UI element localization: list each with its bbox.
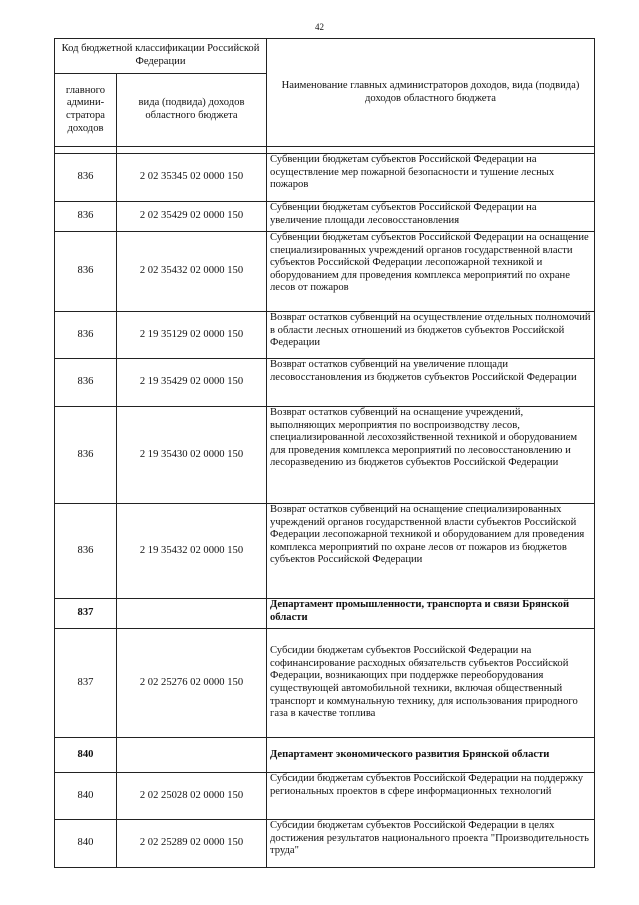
- income-name-cell: Субсидии бюджетам субъектов Российской Федерации в целях достижения результатов национального проекта "Производительность труда": [267, 820, 595, 868]
- header-col-admin: главного админи- стратора доходов: [55, 74, 117, 147]
- income-code-cell: 2 19 35430 02 0000 150: [117, 407, 267, 504]
- table-row: [55, 312, 595, 359]
- table-row: [55, 773, 595, 820]
- income-name-cell: Субсидии бюджетам субъектов Российской Федерации на софинансирование расходных обязательств субъектов Российской Федерации, возникающих при поддержке переоборудования существующей автомобильной техники, включая общественный транспорт и коммунальную технику, для использования природного газа в качестве топлива: [267, 629, 595, 738]
- table-row: [55, 232, 595, 312]
- income-code-cell: 2 19 35429 02 0000 150: [117, 359, 267, 407]
- income-code-cell: 2 19 35129 02 0000 150: [117, 312, 267, 359]
- department-row: [55, 738, 595, 773]
- income-code-cell: 2 02 25276 02 0000 150: [117, 629, 267, 738]
- budget-classification-table: [54, 38, 595, 868]
- admin-code-cell: 840: [55, 773, 117, 820]
- income-code-cell: 2 19 35432 02 0000 150: [117, 504, 267, 599]
- income-name-cell: Субвенции бюджетам субъектов Российской Федерации на оснащение специализированных учреждений органов государственной власти субъектов Российской Федерации лесопожарной техникой и оборудованием для проведения комплекса мероприятий по охране лесов от пожаров: [267, 232, 595, 312]
- table-row: [55, 820, 595, 868]
- table-row: [55, 407, 595, 504]
- admin-code-cell: 836: [55, 202, 117, 232]
- admin-code-cell: 836: [55, 359, 117, 407]
- admin-code-cell: 836: [55, 312, 117, 359]
- income-name-cell: Возврат остатков субвенций на увеличение площади лесовосстановления из бюджетов субъектов Российской Федерации: [267, 359, 595, 407]
- admin-code-cell: 836: [55, 504, 117, 599]
- admin-code-cell: 840: [55, 820, 117, 868]
- income-code-cell: 2 02 25028 02 0000 150: [117, 773, 267, 820]
- income-name-cell: Возврат остатков субвенций на осуществление отдельных полномочий в области лесных отношений из бюджетов субъектов Российской Федерации: [267, 312, 595, 359]
- income-code-cell: 2 02 35429 02 0000 150: [117, 202, 267, 232]
- income-code-cell: 2 02 25289 02 0000 150: [117, 820, 267, 868]
- admin-code-cell: 836: [55, 232, 117, 312]
- admin-code-cell: 836: [55, 154, 117, 202]
- table-row: [55, 629, 595, 738]
- department-row: [55, 599, 595, 629]
- admin-code-cell: 837: [55, 599, 117, 629]
- income-code-cell: 2 02 35432 02 0000 150: [117, 232, 267, 312]
- income-name-cell: Возврат остатков субвенций на оснащение специализированных учреждений органов государственной власти субъектов Российской Федерации лесопожарной техникой и оборудованием для проведения комплекса мероприятий по охране лесов от пожаров из бюджетов субъектов Российской Федерации: [267, 504, 595, 599]
- table-row: [55, 202, 595, 232]
- table-row: [55, 504, 595, 599]
- income-name-cell: Возврат остатков субвенций на оснащение учреждений, выполняющих мероприятия по воспроизводству лесов, специализированной лесохозяйственной техникой и оборудованием для проведения комплекса мероприятий по лесовосстановлению и лесоразведению из бюджетов субъектов Российской Федерации: [267, 407, 595, 504]
- admin-code-cell: 840: [55, 738, 117, 773]
- income-code-cell: [117, 738, 267, 773]
- table-row: [55, 359, 595, 407]
- header-group-title: Код бюджетной классификации Российской Федерации: [55, 39, 267, 74]
- income-name-cell: Субвенции бюджетам субъектов Российской Федерации на увеличение площади лесовосстановления: [267, 202, 595, 232]
- page-number: 42: [315, 22, 324, 32]
- admin-code-cell: 837: [55, 629, 117, 738]
- department-name-cell: Департамент промышленности, транспорта и связи Брянской области: [267, 599, 595, 629]
- income-code-cell: [117, 599, 267, 629]
- income-name-cell: Субсидии бюджетам субъектов Российской Федерации на поддержку региональных проектов в сфере информационных технологий: [267, 773, 595, 820]
- income-name-cell: Субвенции бюджетам субъектов Российской Федерации на осуществление мер пожарной безопасности и тушение лесных пожаров: [267, 154, 595, 202]
- table-row: [55, 154, 595, 202]
- department-name-cell: Департамент экономического развития Брянской области: [267, 738, 595, 773]
- income-code-cell: 2 02 35345 02 0000 150: [117, 154, 267, 202]
- admin-code-cell: 836: [55, 407, 117, 504]
- header-col-type: вида (подвида) доходов областного бюджета: [117, 74, 267, 147]
- header-col-name: Наименование главных администраторов доходов, вида (подвида) доходов областного бюджета: [267, 39, 595, 147]
